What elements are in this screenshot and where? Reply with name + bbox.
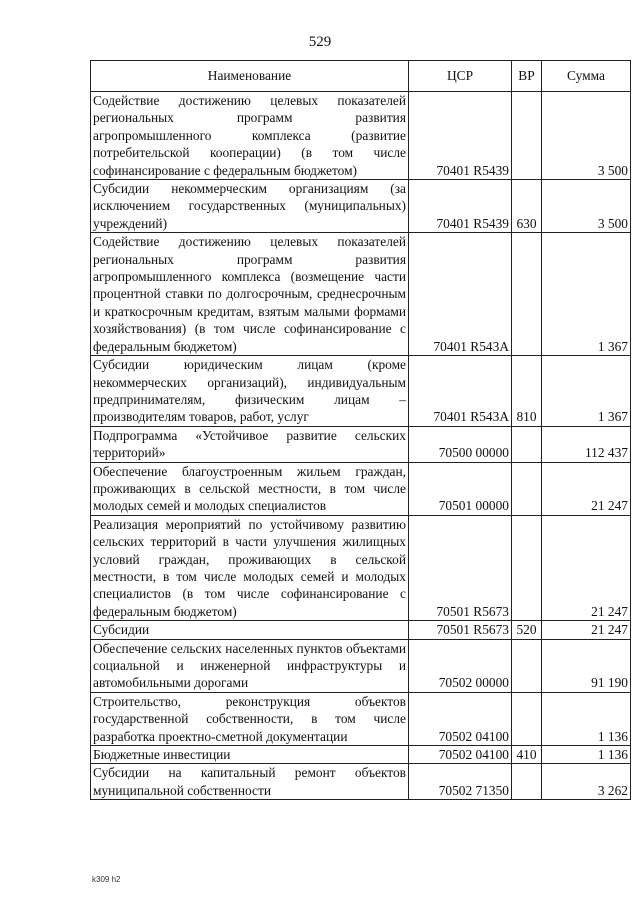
row-vr: [512, 92, 542, 180]
header-name: Наименование: [91, 61, 409, 92]
row-vr: [512, 639, 542, 692]
table-row: [91, 233, 631, 356]
row-csr: 70501 R5673: [409, 621, 512, 639]
row-sum: 3 500: [542, 92, 631, 180]
row-name: Подпрограмма «Устойчивое развитие сельских территорий»: [91, 426, 409, 462]
row-csr: 70502 04100: [409, 692, 512, 745]
header-sum: Сумма: [542, 61, 631, 92]
row-vr: 410: [512, 746, 542, 764]
row-sum: 1 136: [542, 692, 631, 745]
table-row: [91, 92, 631, 180]
row-csr: 70502 00000: [409, 639, 512, 692]
table-row: [91, 462, 631, 515]
row-vr: [512, 515, 542, 620]
row-name: Реализация мероприятий по устойчивому развитию сельских территорий в части улучшения жилищных условий граждан, проживающих в сельской местности, в том числе молодых семей и молодых специалистов (в том числе софинансирование с федеральным бюджетом): [91, 515, 409, 620]
row-name: Субсидии на капитальный ремонт объектов муниципальной собственности: [91, 764, 409, 800]
row-csr: 70401 R5439: [409, 180, 512, 233]
table-row: [91, 515, 631, 620]
row-name: Обеспечение благоустроенным жильем граждан, проживающих в сельской местности, в том числе молодых семей и молодых специалистов: [91, 462, 409, 515]
row-name: Содействие достижению целевых показателей региональных программ развития агропромышленного комплекса (развитие потребительской кооперации) (в том числе софинансирование с федеральным бюджетом): [91, 92, 409, 180]
table-row: [91, 426, 631, 462]
row-csr: 70502 71350: [409, 764, 512, 800]
table-row: [91, 639, 631, 692]
row-csr: 70502 04100: [409, 746, 512, 764]
row-csr: 70401 R5439: [409, 92, 512, 180]
row-vr: [512, 426, 542, 462]
budget-table: [90, 60, 631, 800]
row-sum: 21 247: [542, 621, 631, 639]
row-name: Субсидии: [91, 621, 409, 639]
row-sum: 1 367: [542, 356, 631, 427]
table-row: [91, 356, 631, 427]
header-csr: ЦСР: [409, 61, 512, 92]
row-sum: 1 367: [542, 233, 631, 356]
row-vr: 520: [512, 621, 542, 639]
row-vr: [512, 233, 542, 356]
page-number: 529: [308, 34, 332, 50]
row-name: Обеспечение сельских населенных пунктов объектами социальной и инженерной инфраструктуры и автомобильными дорогами: [91, 639, 409, 692]
row-sum: 3 500: [542, 180, 631, 233]
row-name: Строительство, реконструкция объектов государственной собственности, в том числе разработка проектно-сметной документации: [91, 692, 409, 745]
row-name: Бюджетные инвестиции: [91, 746, 409, 764]
row-sum: 91 190: [542, 639, 631, 692]
row-sum: 1 136: [542, 746, 631, 764]
table-row: [91, 692, 631, 745]
footer-code: k309 h2: [92, 875, 121, 884]
table-row: [91, 180, 631, 233]
row-sum: 21 247: [542, 462, 631, 515]
table-row: [91, 621, 631, 639]
table-header-row: [91, 61, 631, 92]
row-csr: 70501 00000: [409, 462, 512, 515]
table-row: [91, 746, 631, 764]
row-sum: 112 437: [542, 426, 631, 462]
table-row: [91, 764, 631, 800]
row-name: Субсидии некоммерческим организациям (за исключением государственных (муниципальных) учреждений): [91, 180, 409, 233]
row-name: Субсидии юридическим лицам (кроме некоммерческих организаций), индивидуальным предпринимателям, физическим лицам – производителям товаров, работ, услуг: [91, 356, 409, 427]
row-sum: 3 262: [542, 764, 631, 800]
row-csr: 70401 R543A: [409, 356, 512, 427]
row-csr: 70501 R5673: [409, 515, 512, 620]
row-vr: [512, 692, 542, 745]
row-csr: 70401 R543A: [409, 233, 512, 356]
row-vr: 630: [512, 180, 542, 233]
row-csr: 70500 00000: [409, 426, 512, 462]
row-sum: 21 247: [542, 515, 631, 620]
row-vr: [512, 462, 542, 515]
row-name: Содействие достижению целевых показателей региональных программ развития агропромышленного комплекса (возмещение части процентной ставки по долгосрочным, среднесрочным и краткосрочным кредитам, взятым малыми формами хозяйствования) (в том числе софинансирование с федеральным бюджетом): [91, 233, 409, 356]
row-vr: 810: [512, 356, 542, 427]
header-vr: ВР: [512, 61, 542, 92]
row-vr: [512, 764, 542, 800]
